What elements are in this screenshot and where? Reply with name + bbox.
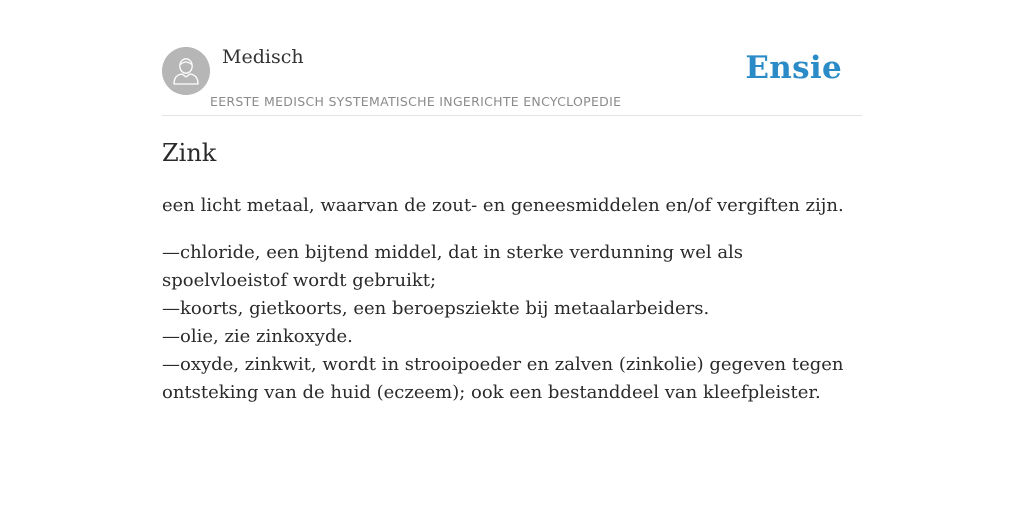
- entry-definition: een licht metaal, waarvan de zout- en geneesmiddelen en/of vergiften zijn.: [162, 195, 844, 216]
- entry-title: Zink: [162, 139, 217, 167]
- subentry-chloride: —chloride, een bijtend middel, dat in sterke verdunning wel als spoelvloeistof wordt gebruikt;: [162, 242, 744, 291]
- page-container: [162, 0, 862, 512]
- source-link[interactable]: Medisch: [222, 46, 304, 68]
- avatar[interactable]: [162, 47, 210, 95]
- subentry-olie: —olie, zie zinkoxyde.: [162, 326, 353, 347]
- brand-logo-link[interactable]: Ensie: [745, 50, 842, 86]
- user-avatar-icon: [162, 47, 210, 95]
- source-subtitle: EERSTE MEDISCH SYSTEMATISCHE INGERICHTE ENCYCLOPEDIE: [210, 94, 622, 109]
- subentry-oxyde: —oxyde, zinkwit, wordt in strooipoeder en zalven (zinkolie) gegeven tegen ontsteking van de huid (eczeem); ook een bestanddeel van kleefpleister.: [162, 354, 844, 403]
- subentry-koorts: —koorts, gietkoorts, een beroepsziekte bij metaalarbeiders.: [162, 298, 710, 319]
- header-divider: [162, 115, 862, 116]
- entry-subentries: [162, 239, 852, 407]
